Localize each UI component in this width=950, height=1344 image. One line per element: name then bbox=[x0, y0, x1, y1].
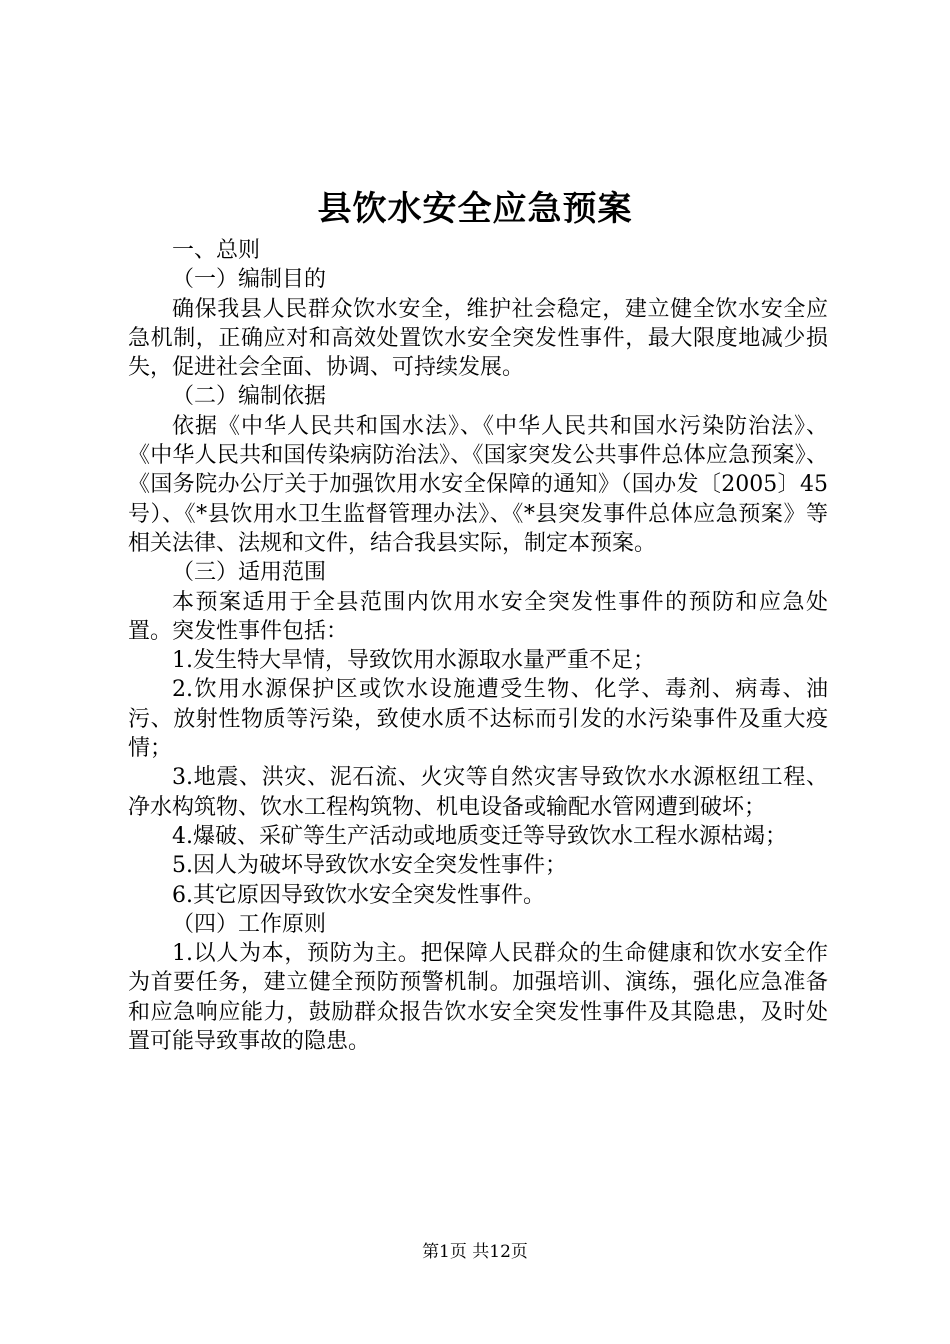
subsection-heading: （一）编制目的 bbox=[172, 267, 327, 293]
list-item: 1.发生特大旱情，导致饮用水源取水量严重不足； bbox=[172, 648, 655, 674]
subsection-heading: （三）适用范围 bbox=[172, 560, 327, 586]
paragraph: 确保我县人民群众饮水安全，维护社会稳定，建立健全饮水安全应急机制，正确应对和高效处置饮水安全突发性事件，最大限度地减少损失，促进社会全面、协调、可持续发展。 bbox=[128, 296, 828, 381]
subsection-heading: （二）编制依据 bbox=[172, 384, 327, 410]
list-item: 1.以人为本，预防为主。把保障人民群众的生命健康和饮水安全作为首要任务，建立健全预防预警机制。加强培训、演练，强化应急准备和应急响应能力，鼓励群众报告饮水安全突发性事件及其隐患，及时处置可能导致事故的隐患。 bbox=[128, 941, 828, 1055]
document-body bbox=[128, 236, 828, 1056]
page-footer: 第1页 共12页 bbox=[422, 1242, 528, 1262]
list-item: 4.爆破、采矿等生产活动或地质变迁等导致饮水工程水源枯竭； bbox=[172, 823, 787, 849]
list-item: 6.其它原因导致饮水安全突发性事件。 bbox=[172, 882, 545, 908]
list-item: 3.地震、洪灾、泥石流、火灾等自然灾害导致饮水水源枢纽工程、净水构筑物、饮水工程构筑物、机电设备或输配水管网遭到破坏； bbox=[128, 765, 828, 820]
paragraph: 本预案适用于全县范围内饮用水安全突发性事件的预防和应急处置。突发性事件包括： bbox=[128, 589, 828, 644]
list-item: 2.饮用水源保护区或饮水设施遭受生物、化学、毒剂、病毒、油污、放射性物质等污染，致使水质不达标而引发的水污染事件及重大疫情； bbox=[128, 677, 828, 762]
list-item: 5.因人为破坏导致饮水安全突发性事件； bbox=[172, 853, 567, 879]
section-heading: 一、总则 bbox=[172, 238, 261, 263]
document-title: 县饮水安全应急预案 bbox=[317, 189, 633, 229]
paragraph: 依据《中华人民共和国水法》、《中华人民共和国水污染防治法》、《中华人民共和国传染病防治法》、《国家突发公共事件总体应急预案》、《国务院办公厅关于加强饮用水安全保障的通知》（国办发〔2005〕45号）、《*县饮用水卫生监督管理办法》、《*县突发事件总体应急预案》等相关法律、法规和文件，结合我县实际，制定本预案。 bbox=[128, 413, 828, 556]
subsection-heading: （四）工作原则 bbox=[172, 911, 327, 937]
